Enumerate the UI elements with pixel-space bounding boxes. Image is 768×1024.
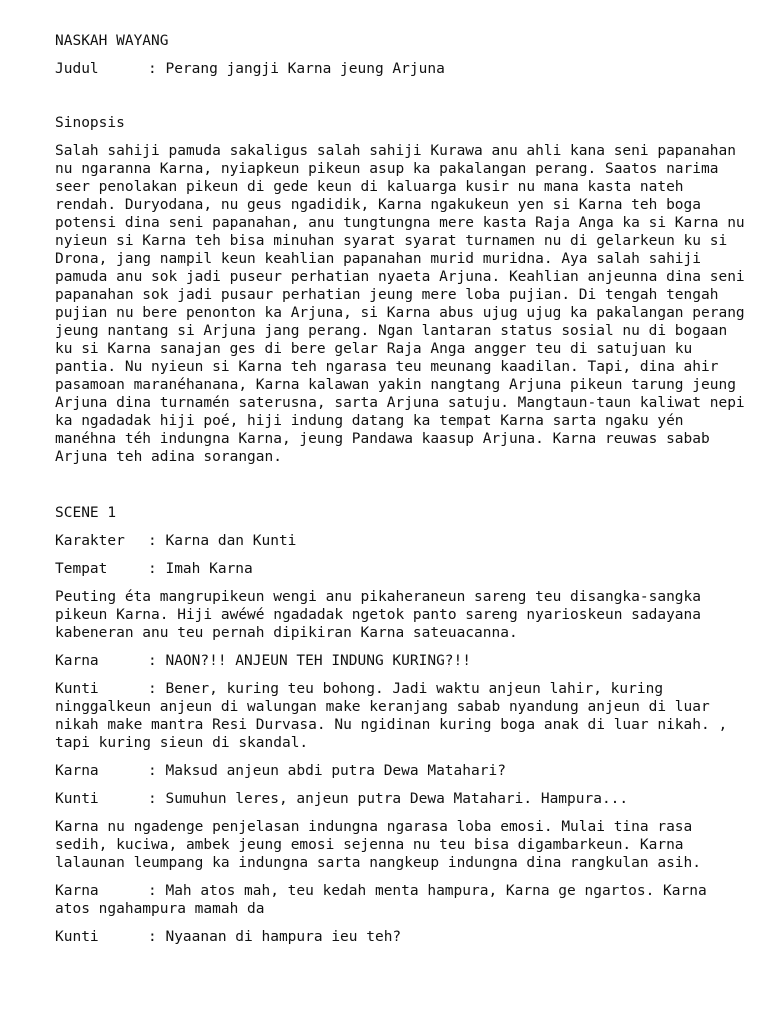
spacer	[55, 476, 745, 504]
title-value: : Perang jangji Karna jeung Arjuna	[148, 61, 445, 77]
dialogue-line	[55, 928, 745, 946]
title-label: Judul	[55, 61, 99, 77]
character-label: Karakter	[55, 533, 125, 549]
narration-paragraph: Karna nu ngadenge penjelasan indungna ngarasa loba emosi. Mulai tina rasa sedih, kuciwa, ambek jeung emosi sejenna nu teu bisa digambarkeun. Karna lalaunan leumpang ka indungna sarta nangkeup indungna dina rangkulan asih.	[55, 819, 702, 871]
dialogue-line	[55, 882, 745, 918]
spacer	[55, 88, 745, 114]
place-value: : Imah Karna	[148, 561, 253, 577]
speaker-name: Karna	[55, 763, 99, 779]
dialogue-line	[55, 762, 745, 780]
speaker-name: Karna	[55, 653, 99, 669]
dialogue-text: : Maksud anjeun abdi putra Dewa Matahari?	[148, 763, 506, 779]
dialogue-line	[55, 652, 745, 670]
dialogue-text: : Mah atos mah, teu kedah menta hampura, Karna ge ngartos. Karna atos ngahampura mamah da	[55, 883, 716, 917]
dialogue-text: : NAON?!! ANJEUN TEH INDUNG KURING?!!	[148, 653, 472, 669]
dialogue-text: : Bener, kuring teu bohong. Jadi waktu anjeun lahir, kuring ninggalkeun anjeun di walungan make keranjang sabab nyandung anjeun di luar nikah make mantra Resi Durvasa. Nu ngidinan kuring boga anak di luar nikah. , tapi kuring sieun di skandal.	[55, 681, 736, 751]
title-line	[55, 60, 745, 78]
speaker-name: Kunti	[55, 681, 99, 697]
dialogue-text: : Sumuhun leres, anjeun putra Dewa Matahari. Hampura...	[148, 791, 629, 807]
document-title: NASKAH WAYANG	[55, 33, 169, 49]
synopsis-heading: Sinopsis	[55, 115, 125, 131]
scene-heading: SCENE 1	[55, 505, 117, 521]
dialogue-line	[55, 680, 745, 752]
character-line	[55, 532, 745, 550]
speaker-name: Kunti	[55, 929, 99, 945]
document-page	[55, 32, 754, 956]
narration-paragraph: Peuting éta mangrupikeun wengi anu pikaheraneun sareng teu disangka-sangka pikeun Karna. Hiji awéwé ngadadak ngetok panto sareng nyarioskeun sadayana kabeneran anu teu pernah dipikiran Karna sateuacanna.	[55, 589, 710, 641]
character-value: : Karna dan Kunti	[148, 533, 297, 549]
place-line	[55, 560, 745, 578]
speaker-name: Kunti	[55, 791, 99, 807]
dialogue-line	[55, 790, 745, 808]
synopsis-paragraph: Salah sahiji pamuda sakaligus salah sahiji Kurawa anu ahli kana seni papanahan nu ngaranna Karna, nyiapkeun pikeun asup ka pakalangan perang. Saatos narima seer penolakan pikeun di gede keun di kaluarga kusir nu mana kasta nateh rendah. Duryodana, nu geus ngadidik, Karna ngakukeun yen si Karna teh boga potensi dina seni papanahan, anu tungtungna mere kasta Raja Anga ka si Karna nu nyieun si Karna teh bisa minuhan syarat syarat turnamen nu di gelarkeun ku si Drona, jang nampil keun keahlian papanahan murid muridna. Aya salah sahiji pamuda anu sok jadi puseur perhatian nyaeta Arjuna. Keahlian anjeunna dina seni papanahan sok jadi pusaur perhatian jeung mere loba pujian. Di tengah tengah pujian nu bere penonton ka Arjuna, si Karna abus ujug ujug ka pakalangan perang jeung nantang si Arjuna jang perang. Ngan lantaran status sosial nu di bogaan ku si Karna sanajan ges di bere gelar Raja Anga angger teu di satujuan ku pantia. Nu nyieun si Karna teh ngarasa teu meunang kaadilan. Tapi, dina ahir pasamoan maranéhanana, Karna kalawan yakin nangtang Arjuna pikeun tarung jeung Arjuna dina turnamén saterusna, sarta Arjuna satuju. Mangtaun-taun kaliwat nepi ka ngadadak hiji poé, hiji indung datang ka tempat Karna sarta ngaku yén manéhna téh indungna Karna, jeung Pandawa kaasup Arjuna. Karna reuwas sabab Arjuna teh adina sorangan.	[55, 143, 754, 465]
speaker-name: Karna	[55, 883, 99, 899]
place-label: Tempat	[55, 561, 108, 577]
dialogue-text: : Nyaanan di hampura ieu teh?	[148, 929, 402, 945]
